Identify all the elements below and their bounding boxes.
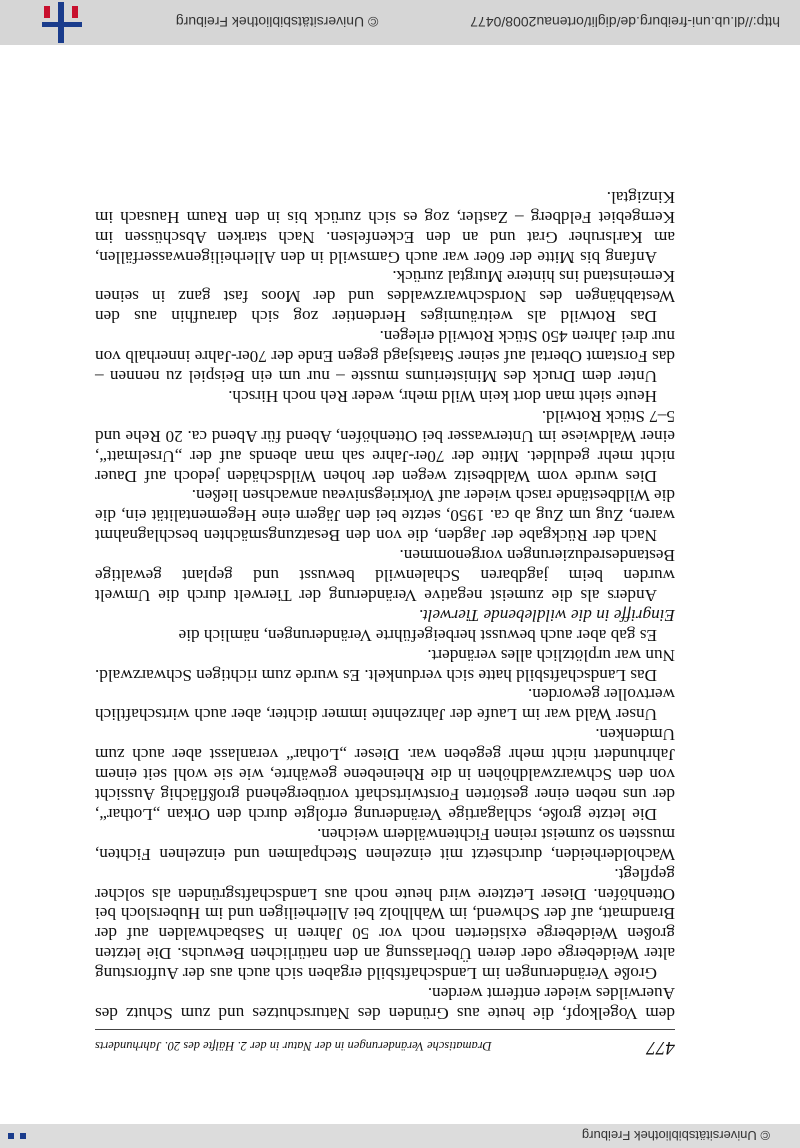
page-number: 477 [646, 1037, 675, 1058]
footer-copyright-partial: © Universitätsbibliothek Freiburg [581, 1128, 770, 1144]
source-url[interactable]: http://dl.ub.uni-freiburg.de/diglit/ortenau2008/0477 [470, 14, 780, 31]
book-page [95, 187, 675, 1058]
paragraph: Große Veränderungen im Landschaftsbild ergaben sich auch aus der Aufforstung alter Weideberge oder deren Überlassung an den natürlichen Bewuchs. Die letzten großen Weideberge existierten noch vor 50 Jahren in Sasbachwalden auf der Brandmatt, auf der Schwend, im Wahlholz bei Allerheiligen und im Hubersloch bei Ottenhöfen. Dieser Letztere wird heute noch aus Landschaftsgründen als solcher gepflegt. [95, 864, 675, 984]
paragraph: Anders als die zumeist negative Veränderung der Tierwelt durch die Umwelt wurden beim jagdbaren Schalenwild bewusst und geplant gewaltige Bestandesreduzierungen vorgenommen. [95, 546, 675, 605]
paragraph: Unser Wald war im Laufe der Jahrzehnte immer dichter, aber auch wirtschaftlich wertvoller geworden. [95, 685, 675, 725]
section-heading: Eingriffe in die wildlebende Tierwelt. [418, 605, 675, 625]
paragraph: Unter dem Druck des Ministeriums musste – nur um ein Beispiel zu nennen – das Forstamt Obertal auf seiner Staatsjagd gegen Ende der 70er-Jahre innerhalb von nur drei Jahren 450 Stück Rotwild erlegen. [95, 327, 675, 386]
paragraph: Dies wurde vom Waldbesitz wegen der hohen Wildschäden jedoch auf Dauer nicht mehr geduldet. Mitte der 70er-Jahre sah man abends auf der „Urselmatt“, einer Waldwiese im Unterwasser bei Ottenhöfen, Abend für Abend ca. 20 Rehe und 5–7 Stück Rotwild. [95, 406, 675, 486]
paragraph: Das Rotwild als weiträumiges Herdentier zog sich daraufhin aus den Westabhängen des Nordschwarzwaldes und der Moos fast ganz in seinen Kerneinstand ins hintere Murgtal zurück. [95, 267, 675, 327]
paragraph: Wacholderheiden, durchsetzt mit einzelnen Stechpalmen und einzelnen Fichten, mussten so zumeist reinen Fichtenwäldern weichen. [95, 824, 675, 864]
paragraph: dem Vogelkopf, die heute aus Gründen des Naturschutzes und zum Schutz des Auerwildes wieder entfernt werden. [95, 984, 675, 1023]
page-header [95, 1029, 675, 1058]
paragraph: Das Landschaftsbild hatte sich verdunkelt. Es wurde zum richtigen Schwarzwald. Nun war urplötzlich alles verändert. [95, 645, 675, 685]
page-body [95, 187, 675, 1023]
paragraph: Die letzte große, schlagartige Veränderung erfolgte durch den Orkan „Lothar“, der uns neben einer gestörten Forstwirtschaft vorübergehend großflächig Aussicht von den Schwarzwaldhöhen in die Rheinebene gewährte, wie sie wohl seit einem Jahrhundert nicht mehr gegeben war. Dieser „Lothar“ veranlasst aber auch zum Umdenken. [95, 725, 675, 824]
paragraph: Heute sieht man dort kein Wild mehr, weder Reh noch Hirsch. [228, 386, 657, 406]
copyright-text: © Universitätsbibliothek Freiburg [175, 14, 379, 31]
viewer-footer-strip [0, 1124, 800, 1148]
rights-notice [176, 15, 379, 31]
paragraph-heading [95, 605, 675, 625]
logo-fragment [8, 1133, 26, 1139]
paragraph: Es gab aber auch bewusst herbeigeführte Veränderungen, nämlich die [178, 625, 657, 645]
running-head: Dramatische Veränderungen in der Natur in der 2. Hälfte des 20. Jahrhunderts [95, 1039, 492, 1053]
paragraph: Nach der Rückgabe der Jagden, die von den Besatzungsmächten beschlagnahmt waren, Zug um Zug ab ca. 1950, setzte bei den Jägern eine Hegementalität ein, die die Wildbestände rasch wieder auf Vorkriegsniveau anwachsen ließen. [95, 486, 675, 546]
university-logo-icon [40, 0, 84, 45]
paragraph: Anfang bis Mitte der 60er war auch Gamswild in den Allerheiligenwasserfällen, am Karlsruher Grat und an den Eckenfelsen. Nach starken Abschüssen im Kerngebiet Feldberg – Zastler, zog es sich zurück bis in den Raum Hausach im Kinzigtal. [95, 187, 675, 267]
viewer-url-bar [0, 0, 800, 45]
